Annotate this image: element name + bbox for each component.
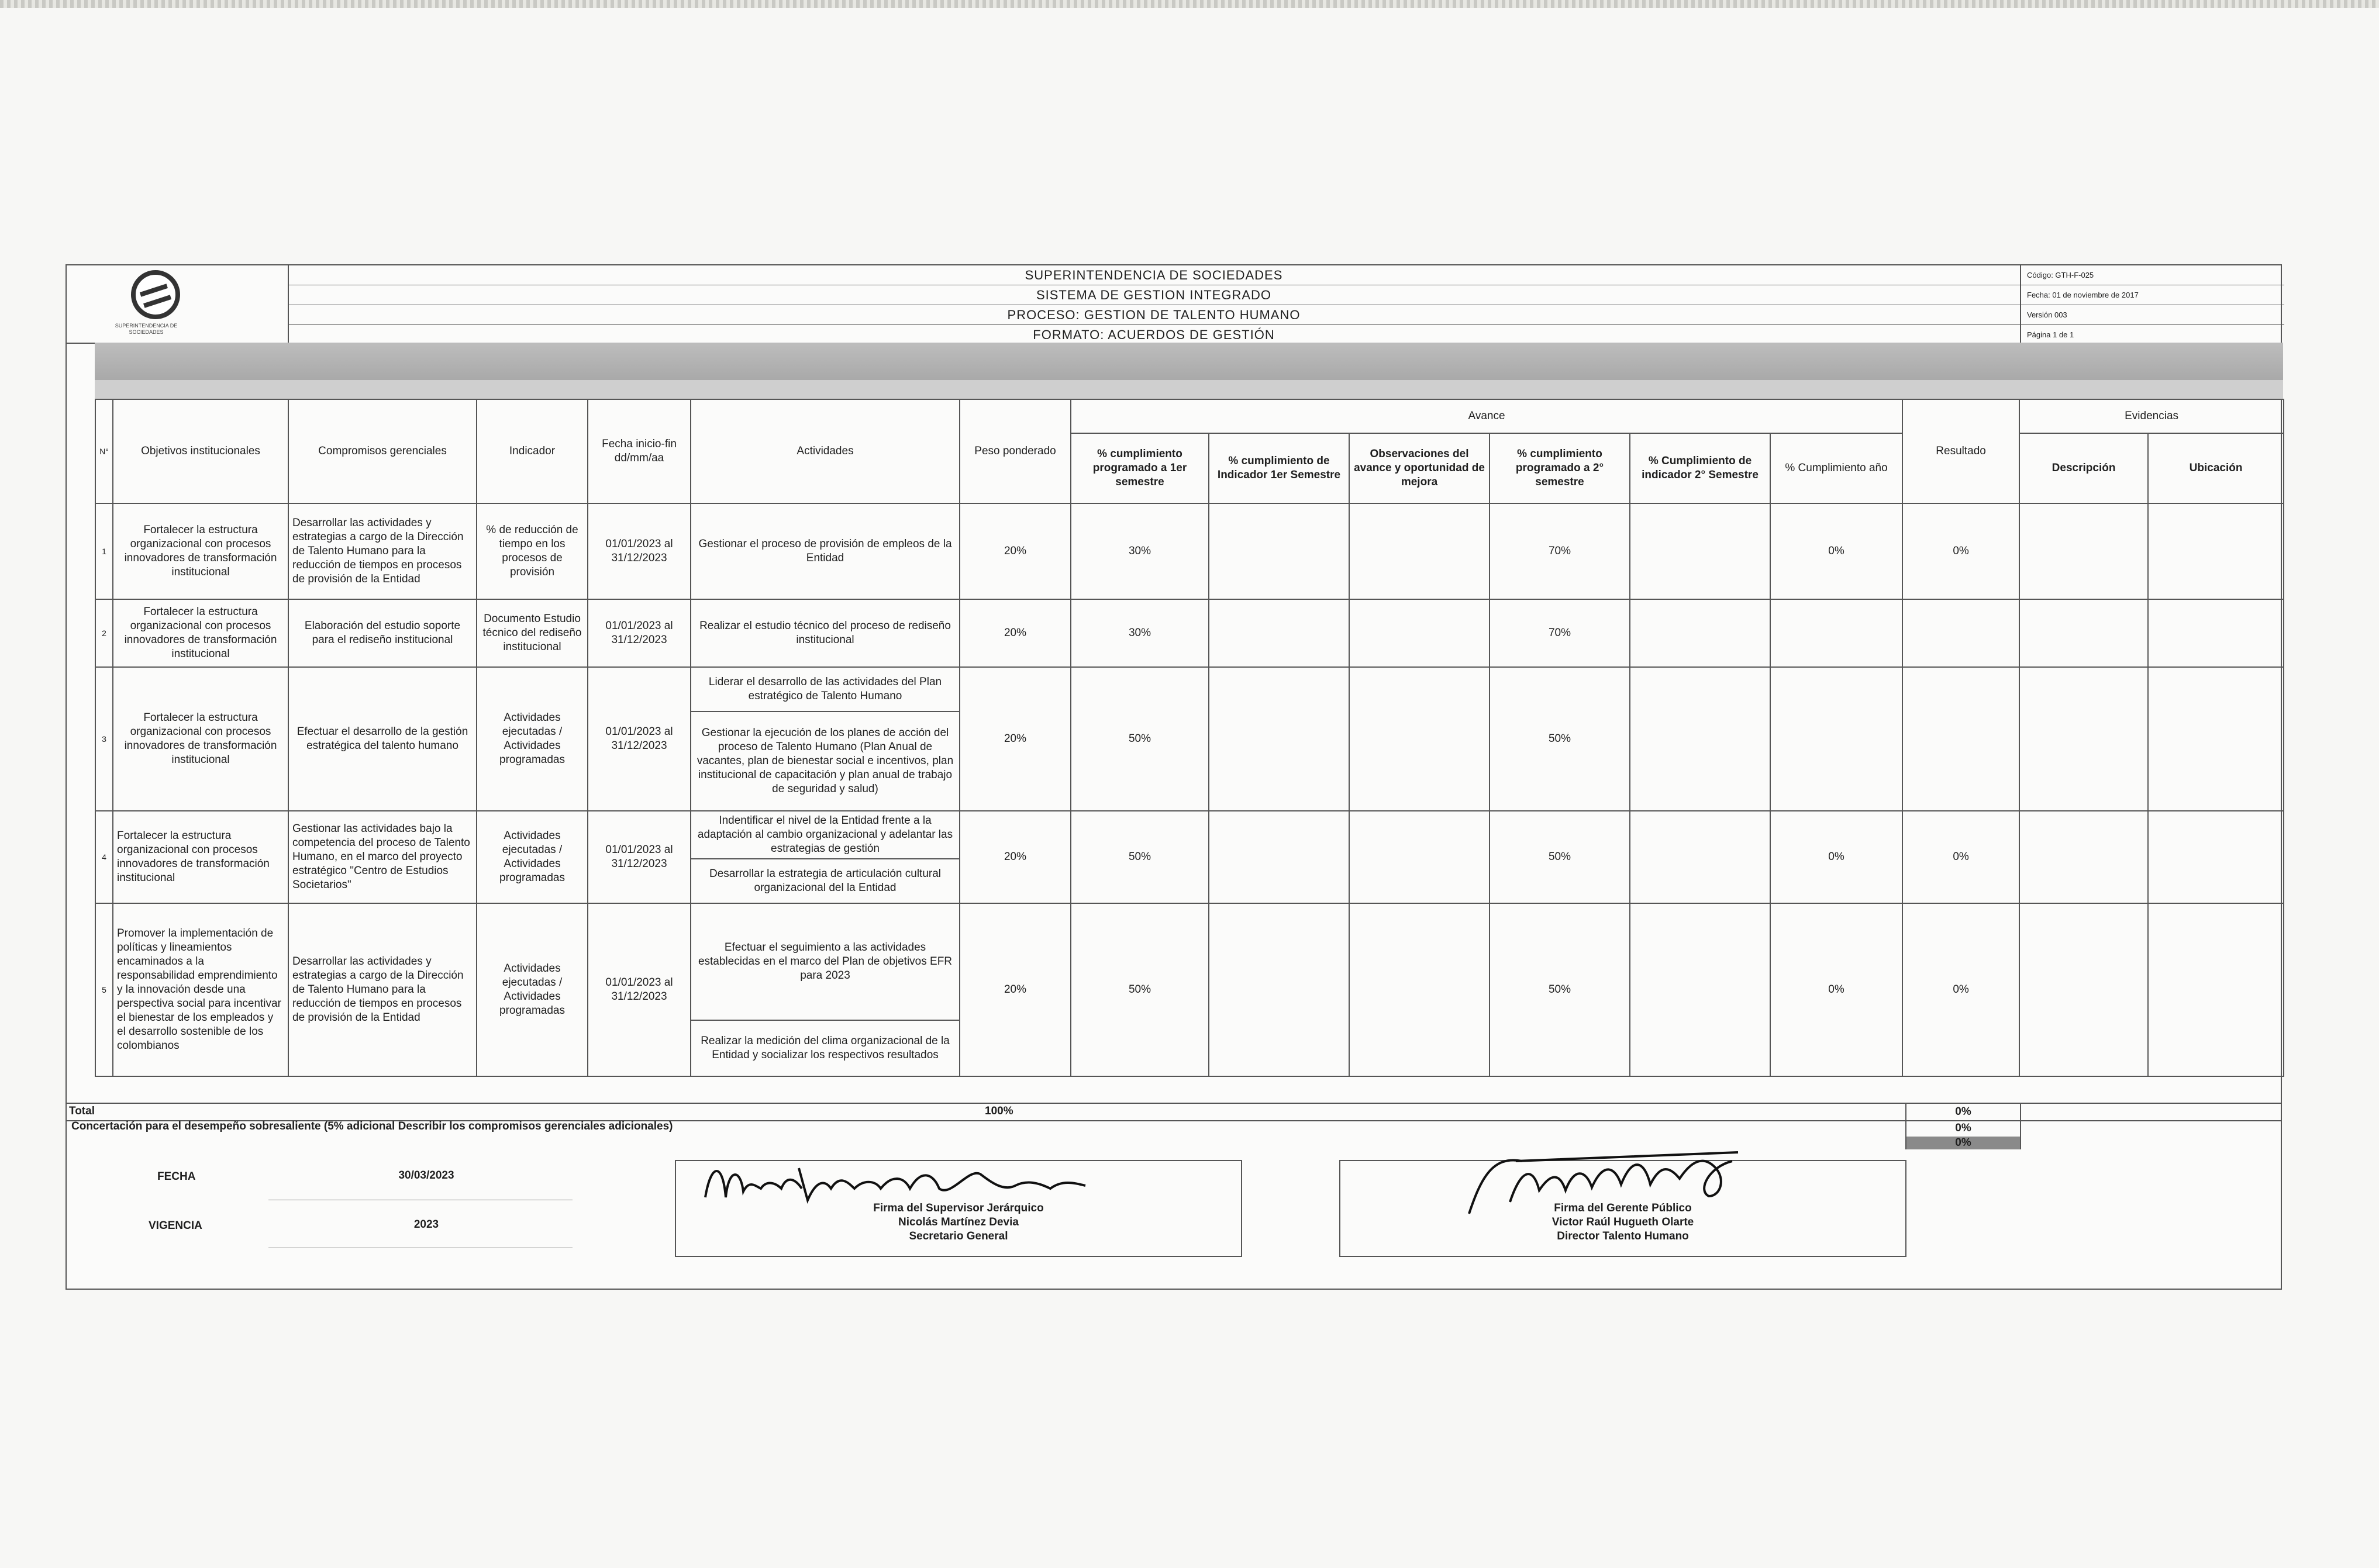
ind1-cell [1209, 903, 1349, 1076]
col-actividades: Actividades [691, 399, 960, 503]
weight-cell: 20% [960, 503, 1071, 599]
prog1-cell: 50% [1071, 667, 1209, 811]
supervisor-name: Nicolás Martínez Devia [898, 1216, 1019, 1228]
activity-cell: Gestionar el proceso de provisión de empleos de la Entidad [691, 503, 960, 599]
doc-page: Página 1 de 1 [2027, 330, 2074, 339]
indicator-cell: Actividades ejecutadas / Actividades programadas [477, 667, 588, 811]
col-indicador: Indicador [477, 399, 588, 503]
table-row [95, 599, 2284, 667]
logo-caption: SUPERINTENDENCIA DE SOCIEDADES [115, 323, 178, 335]
prog1-cell: 30% [1071, 503, 1209, 599]
col-compromisos: Compromisos gerenciales [288, 399, 477, 503]
row-number: 3 [95, 667, 113, 811]
ind1-cell [1209, 811, 1349, 903]
prog2-cell: 50% [1490, 811, 1630, 903]
activity-cell: Efectuar el seguimiento a las actividades establecidas en el marco del Plan de objetivos EFR para 2023 [691, 903, 960, 1020]
objective-cell: Fortalecer la estructura organizacional con procesos innovadores de transformación institucional [113, 811, 288, 903]
prog2-cell: 70% [1490, 599, 1630, 667]
ind2-cell [1630, 599, 1770, 667]
year-cell: 0% [1770, 903, 1902, 1076]
table-row [95, 503, 2284, 599]
total-row [67, 1103, 2281, 1121]
manager-role: Firma del Gerente Público [1554, 1202, 1692, 1214]
supervisor-role: Firma del Supervisor Jerárquico [873, 1202, 1044, 1214]
weight-cell: 20% [960, 811, 1071, 903]
commitment-cell: Gestionar las actividades bajo la competencia del proceso de Talento Humano, en el marco del proyecto estratégico "Centro de Estudios Societarios" [288, 811, 477, 903]
entity-title: SUPERINTENDENCIA DE SOCIEDADES [288, 265, 2020, 285]
date-label: FECHA [157, 1170, 196, 1183]
evidence-location-cell [2148, 811, 2284, 903]
result-cell: 0% [1902, 811, 2019, 903]
logo-box [95, 265, 289, 343]
table-row [95, 903, 2284, 1020]
activity-cell: Realizar la medición del clima organizacional de la Entidad y socializar los respectivos resultados [691, 1020, 960, 1076]
obs-cell [1349, 811, 1490, 903]
supervisor-signature-box [675, 1160, 1242, 1257]
col-evidencias: Evidencias [2019, 399, 2284, 433]
ind2-cell [1630, 667, 1770, 811]
prog2-cell: 70% [1490, 503, 1630, 599]
row-number: 1 [95, 503, 113, 599]
manager-title: Director Talento Humano [1557, 1230, 1689, 1242]
shaded-band-secondary [95, 380, 2283, 400]
result-cell: 0% [1902, 903, 2019, 1076]
doc-date: Fecha: 01 de noviembre de 2017 [2021, 285, 2284, 305]
ind2-cell [1630, 903, 1770, 1076]
obs-cell [1349, 903, 1490, 1076]
result-cell [1902, 599, 2019, 667]
evidence-description-cell [2019, 667, 2148, 811]
manager-name: Victor Raúl Hugueth Olarte [1551, 1216, 1694, 1228]
objective-cell: Fortalecer la estructura organizacional con procesos innovadores de transformación institucional [113, 599, 288, 667]
activity-cell: Liderar el desarrollo de las actividades del Plan estratégico de Talento Humano [691, 667, 960, 712]
objective-cell: Fortalecer la estructura organizacional con procesos innovadores de transformación institucional [113, 503, 288, 599]
evidence-description-cell [2019, 903, 2148, 1076]
col-descripcion: Descripción [2019, 433, 2148, 503]
total-label: Total [69, 1105, 95, 1117]
document-control [2020, 265, 2284, 343]
prog1-cell: 30% [1071, 599, 1209, 667]
indicator-cell: Documento Estudio técnico del rediseño institucional [477, 599, 588, 667]
year-cell: 0% [1770, 503, 1902, 599]
ind1-cell [1209, 667, 1349, 811]
year-cell: 0% [1770, 811, 1902, 903]
activity-cell: Gestionar la ejecución de los planes de acción del proceso de Talento Humano (Plan Anual de vacantes, plan de bienestar social e incentivos, plan institucional de capacitación y plan anual de trabajo de seguridad y salud) [691, 712, 960, 811]
weight-cell: 20% [960, 599, 1071, 667]
weight-cell: 20% [960, 667, 1071, 811]
evidence-description-cell [2019, 503, 2148, 599]
form-header [67, 265, 2281, 344]
date-range-cell: 01/01/2023 al 31/12/2023 [588, 599, 691, 667]
validity-value: 2023 [413, 1218, 439, 1231]
col-prog1: % cumplimiento programado a 1er semestre [1071, 433, 1209, 503]
result-cell: 0% [1902, 503, 2019, 599]
manager-signature-box [1339, 1160, 1906, 1257]
col-ubicacion: Ubicación [2148, 433, 2284, 503]
result-cell [1902, 667, 2019, 811]
doc-code: Código: GTH-F-025 [2021, 265, 2284, 285]
process-title: PROCESO: GESTION DE TALENTO HUMANO [288, 305, 2020, 325]
prog1-cell: 50% [1071, 903, 1209, 1076]
activity-cell: Desarrollar la estrategia de articulación cultural organizacional del la Entidad [691, 859, 960, 903]
total-result: 0% [1905, 1104, 2021, 1120]
obs-cell [1349, 599, 1490, 667]
scan-edge [0, 0, 2379, 8]
row-number: 4 [95, 811, 113, 903]
col-resultado: Resultado [1902, 399, 2019, 503]
date-range-cell: 01/01/2023 al 31/12/2023 [588, 903, 691, 1076]
ind1-cell [1209, 503, 1349, 599]
obs-cell [1349, 667, 1490, 811]
prog2-cell: 50% [1490, 903, 1630, 1076]
activity-cell: Realizar el estudio técnico del proceso de rediseño institucional [691, 599, 960, 667]
row-number: 5 [95, 903, 113, 1076]
col-n: N° [95, 399, 113, 503]
col-ind1: % cumplimiento de Indicador 1er Semestre [1209, 433, 1349, 503]
prog2-cell: 50% [1490, 667, 1630, 811]
final-result: 0% [1905, 1137, 2021, 1149]
commitment-cell: Desarrollar las actividades y estrategias a cargo de la Dirección de Talento Humano para la reducción de tiempos en procesos de provisión de la Entidad [288, 903, 477, 1076]
indicator-cell: Actividades ejecutadas / Actividades programadas [477, 903, 588, 1076]
col-fecha: Fecha inicio-fin dd/mm/aa [588, 399, 691, 503]
prog1-cell: 50% [1071, 811, 1209, 903]
shaded-band [95, 343, 2283, 381]
activity-cell: Indentificar el nivel de la Entidad frente a la adaptación al cambio organizacional y adelantar las estrategias de gestión [691, 811, 960, 859]
commitment-cell: Efectuar el desarrollo de la gestión estratégica del talento humano [288, 667, 477, 811]
doc-version: Versión 003 [2021, 305, 2284, 325]
commitment-cell: Elaboración del estudio soporte para el rediseño institucional [288, 599, 477, 667]
supersociedades-logo [131, 270, 180, 319]
ind1-cell [1209, 599, 1349, 667]
evidence-description-cell [2019, 599, 2148, 667]
weight-cell: 20% [960, 903, 1071, 1076]
col-prog2: % cumplimiento programado a 2° semestre [1490, 433, 1630, 503]
date-range-cell: 01/01/2023 al 31/12/2023 [588, 811, 691, 903]
header-titles [288, 265, 2020, 343]
agreements-table [95, 399, 2284, 1077]
ind2-cell [1630, 811, 1770, 903]
date-range-cell: 01/01/2023 al 31/12/2023 [588, 503, 691, 599]
col-anio: % Cumplimiento año [1770, 433, 1902, 503]
evidence-location-cell [2148, 667, 2284, 811]
outstanding-result: 0% [1905, 1120, 2021, 1137]
date-range-cell: 01/01/2023 al 31/12/2023 [588, 667, 691, 811]
obs-cell [1349, 503, 1490, 599]
evidence-location-cell [2148, 503, 2284, 599]
table-row [95, 667, 2284, 712]
table-row [95, 811, 2284, 859]
system-title: SISTEMA DE GESTION INTEGRADO [288, 285, 2020, 305]
year-cell [1770, 667, 1902, 811]
evidence-location-cell [2148, 599, 2284, 667]
col-objetivos: Objetivos institucionales [113, 399, 288, 503]
format-title: FORMATO: ACUERDOS DE GESTIÓN [1033, 327, 1275, 342]
validity-label: VIGENCIA [149, 1220, 202, 1232]
commitment-cell: Desarrollar las actividades y estrategias a cargo de la Dirección de Talento Humano para la reducción de tiempos en procesos de provisión de la Entidad [288, 503, 477, 599]
evidence-description-cell [2019, 811, 2148, 903]
col-avance: Avance [1071, 399, 1902, 433]
indicator-cell: Actividades ejecutadas / Actividades programadas [477, 811, 588, 903]
total-weight: 100% [985, 1105, 1013, 1117]
date-value: 30/03/2023 [398, 1169, 454, 1182]
outstanding-performance-label: Concertación para el desempeño sobresaliente (5% adicional Describir los compromisos gerenciales adicionales) [71, 1120, 673, 1132]
management-agreement-form [65, 264, 2282, 1290]
objective-cell: Fortalecer la estructura organizacional con procesos innovadores de transformación institucional [113, 667, 288, 811]
ind2-cell [1630, 503, 1770, 599]
row-number: 2 [95, 599, 113, 667]
objective-cell: Promover la implementación de políticas y lineamientos encaminados a la responsabilidad emprendimiento y la innovación desde una perspectiva social para incentivar el bienestar de los empleados y el desarrollo sostenible de los colombianos [113, 903, 288, 1076]
indicator-cell: % de reducción de tiempo en los procesos de provisión [477, 503, 588, 599]
col-peso: Peso ponderado [960, 399, 1071, 503]
evidence-location-cell [2148, 903, 2284, 1076]
col-obs: Observaciones del avance y oportunidad de mejora [1349, 433, 1490, 503]
supervisor-title: Secretario General [909, 1230, 1008, 1242]
col-ind2: % Cumplimiento de indicador 2° Semestre [1630, 433, 1770, 503]
year-cell [1770, 599, 1902, 667]
